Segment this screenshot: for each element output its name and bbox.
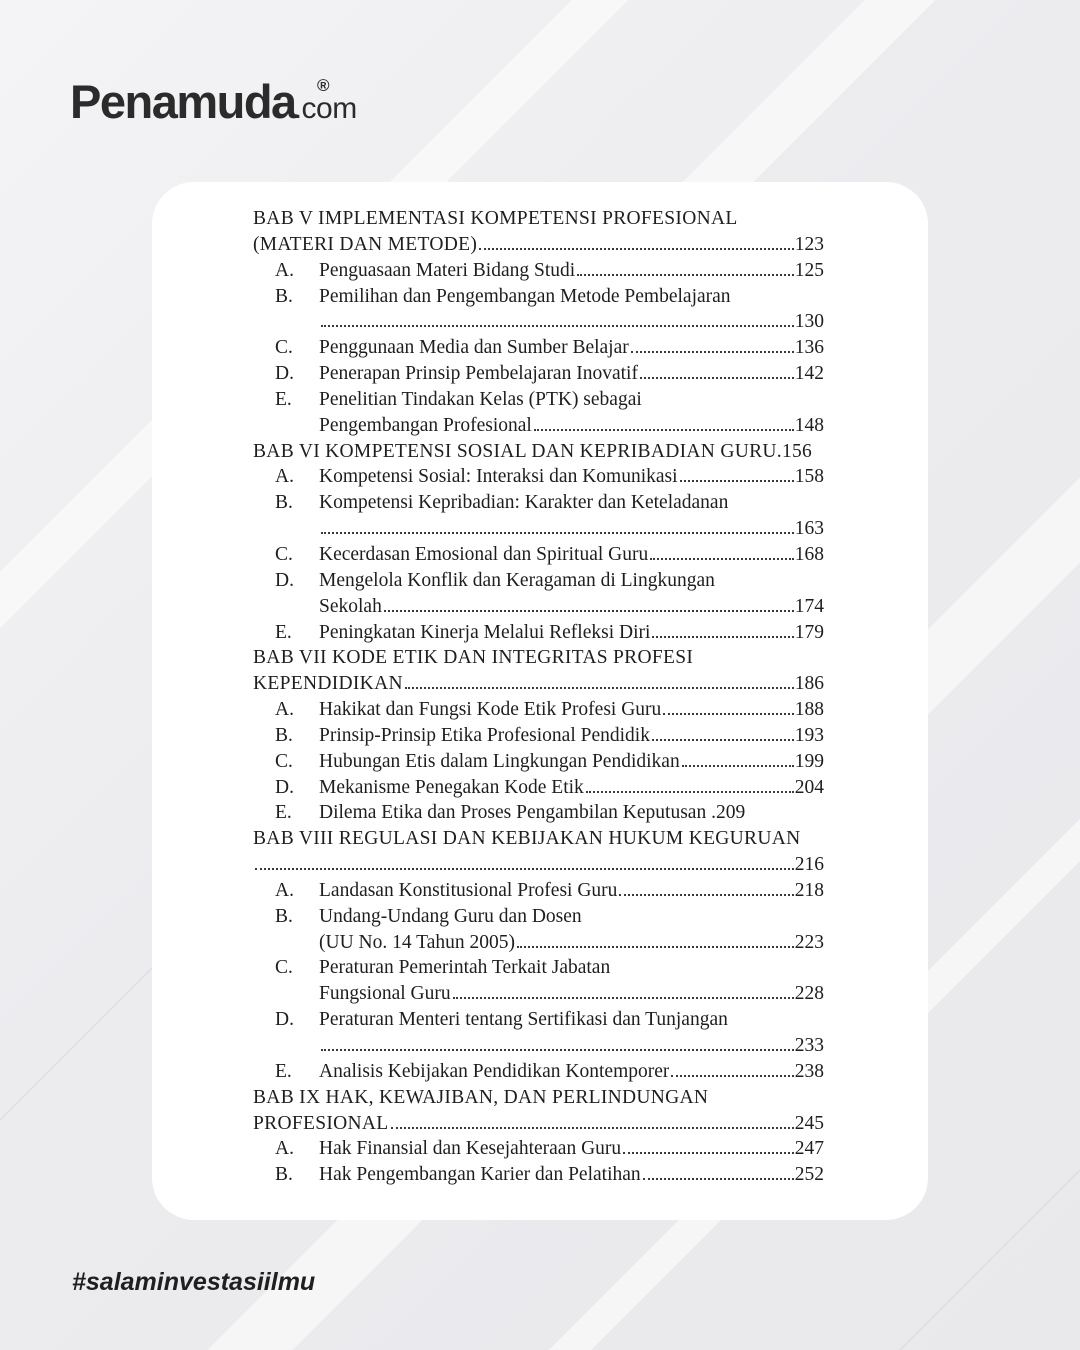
toc-text: Hak Pengembangan Karier dan Pelatihan — [319, 1164, 641, 1186]
toc-line-sub — [253, 542, 824, 568]
toc-text: Fungsional Guru — [319, 983, 451, 1005]
toc-text: Kompetensi Sosial: Interaksi dan Komunikasi — [319, 466, 678, 488]
toc-line-bab — [253, 826, 824, 852]
toc-page-number: 125 — [794, 259, 824, 281]
toc-line-sub — [253, 904, 824, 930]
toc-line-sub — [253, 387, 824, 413]
toc-text: Peraturan Pemerintah Terkait Jabatan — [319, 957, 611, 979]
toc-page-number: 199 — [794, 750, 824, 772]
toc-line-sub-cont — [253, 930, 824, 956]
toc-line-bab — [253, 645, 824, 671]
toc-line-bab-cont — [253, 232, 824, 258]
toc-line-sub — [253, 1136, 824, 1162]
toc-text: BAB VII KODE ETIK DAN INTEGRITAS PROFESI — [253, 647, 694, 669]
toc-letter: A. — [275, 879, 294, 901]
toc-leader-dots — [321, 325, 794, 327]
toc-text: Penggunaan Media dan Sumber Belajar — [319, 337, 629, 359]
toc-line-sub-cont — [253, 981, 824, 1007]
toc-line-sub — [253, 464, 824, 490]
toc-letter: C. — [275, 750, 293, 772]
toc-text: (UU No. 14 Tahun 2005) — [319, 931, 515, 953]
toc-page-number: 136 — [794, 337, 824, 359]
toc-line-sub — [253, 335, 824, 361]
toc-text: Kecerdasan Emosional dan Spiritual Guru — [319, 543, 649, 565]
toc-line-sub — [253, 800, 824, 826]
toc-line-sub — [253, 490, 824, 516]
toc-letter: B. — [275, 285, 293, 307]
toc-text: Peningkatan Kinerja Melalui Refleksi Diri — [319, 621, 651, 643]
toc-page-number: 174 — [794, 595, 824, 617]
toc-line-bab-cont — [253, 671, 824, 697]
toc-page-number: 179 — [794, 621, 824, 643]
toc-text: (MATERI DAN METODE) — [253, 233, 478, 255]
toc-page-number: 130 — [794, 311, 824, 333]
toc-line-sub — [253, 568, 824, 594]
toc-line-sub — [253, 749, 824, 775]
toc-line-sub — [253, 1007, 824, 1033]
toc-page-number: 193 — [794, 724, 824, 746]
toc-page-number: 218 — [794, 879, 824, 901]
toc-letter: D. — [275, 569, 294, 591]
toc-line-sub — [253, 1162, 824, 1188]
toc-letter: A. — [275, 699, 294, 721]
toc-page-number: 216 — [794, 854, 824, 876]
toc-text: Pengembangan Profesional — [319, 414, 532, 436]
toc-text: Undang-Undang Guru dan Dosen — [319, 905, 582, 927]
toc-text: Peraturan Menteri tentang Sertifikasi dan Tunjangan — [319, 1009, 728, 1031]
toc-leader-dots — [405, 687, 794, 689]
toc-leader-dots — [643, 1178, 794, 1180]
toc-page-number: 245 — [794, 1112, 824, 1134]
toc-text: Dilema Etika dan Proses Pengambilan Keputusan .209 — [319, 802, 746, 824]
brand-name: Penamuda — [70, 75, 296, 128]
toc-line-sub-cont — [253, 1033, 824, 1059]
toc-text: KEPENDIDIKAN — [253, 673, 403, 695]
toc-page-number: 238 — [794, 1060, 824, 1082]
toc-text: BAB V IMPLEMENTASI KOMPETENSI PROFESIONAL — [253, 208, 738, 229]
toc-letter: B. — [275, 1164, 293, 1186]
toc-page-number: 148 — [794, 414, 824, 436]
toc-letter: A. — [275, 1138, 294, 1160]
toc-page-number: 223 — [794, 931, 824, 953]
toc-text: Hakikat dan Fungsi Kode Etik Profesi Guru — [319, 699, 662, 721]
toc-leader-dots — [640, 377, 794, 379]
toc-page-number: 188 — [794, 699, 824, 721]
toc-line-sub-cont — [253, 413, 824, 439]
toc-page-number: 228 — [794, 983, 824, 1005]
toc-leader-dots — [682, 765, 794, 767]
toc-line-sub — [253, 1059, 824, 1085]
toc-line-sub — [253, 361, 824, 387]
toc-letter: E. — [275, 1060, 292, 1082]
toc-leader-dots — [391, 1127, 794, 1129]
toc-line-sub — [253, 723, 824, 749]
toc-leader-dots — [321, 532, 794, 534]
toc-text: PROFESIONAL — [253, 1112, 389, 1134]
toc-page-number: 158 — [794, 466, 824, 488]
toc-letter: D. — [275, 363, 294, 385]
toc-text: Landasan Konstitusional Profesi Guru — [319, 879, 618, 901]
toc-page-number: 186 — [794, 673, 824, 695]
toc-letter: A. — [275, 259, 294, 281]
toc-page-number: 247 — [794, 1138, 824, 1160]
toc-letter: C. — [275, 957, 293, 979]
toc-letter: B. — [275, 492, 293, 514]
toc-page-number: 142 — [794, 363, 824, 385]
toc-text: Prinsip-Prinsip Etika Profesional Pendidik — [319, 724, 650, 746]
toc-leader-dots — [321, 1049, 794, 1051]
toc-line-sub — [253, 620, 824, 646]
toc-line-bab — [253, 1085, 824, 1111]
toc-line-sub-cont — [253, 594, 824, 620]
toc-leader-dots — [479, 248, 794, 250]
toc-leader-dots — [652, 636, 793, 638]
toc-line-sub — [253, 258, 824, 284]
toc-leader-dots — [586, 791, 794, 793]
brand-logo — [70, 74, 359, 129]
toc-leader-dots — [255, 868, 794, 870]
toc-text: Penelitian Tindakan Kelas (PTK) sebagai — [319, 388, 642, 410]
toc-line-bab — [253, 206, 824, 232]
table-of-contents — [253, 206, 824, 1188]
toc-text: BAB VIII REGULASI DAN KEBIJAKAN HUKUM KEGURUAN — [253, 828, 801, 850]
toc-text: Pemilihan dan Pengembangan Metode Pembelajaran — [319, 285, 731, 307]
toc-text: Analisis Kebijakan Pendidikan Kontemporer — [319, 1060, 670, 1082]
toc-line-sub — [253, 955, 824, 981]
toc-letter: D. — [275, 1009, 294, 1031]
toc-page-number: 168 — [794, 543, 824, 565]
toc-leader-dots — [631, 351, 794, 353]
toc-text: BAB VI KOMPETENSI SOSIAL DAN KEPRIBADIAN GURU.156 — [253, 440, 813, 462]
toc-line-sub-cont — [253, 516, 824, 542]
toc-leader-dots — [671, 1075, 793, 1077]
toc-card — [152, 182, 928, 1220]
toc-line-bab — [253, 439, 824, 465]
toc-line-sub — [253, 775, 824, 801]
toc-text: Hak Finansial dan Kesejahteraan Guru — [319, 1138, 622, 1160]
brand-suffix: .com — [293, 92, 357, 125]
toc-text: BAB IX HAK, KEWAJIBAN, DAN PERLINDUNGAN — [253, 1086, 709, 1108]
hashtag: #salaminvestasiilmu — [72, 1268, 316, 1296]
toc-leader-dots — [652, 739, 794, 741]
toc-letter: D. — [275, 776, 294, 798]
toc-text: Sekolah — [319, 595, 382, 617]
toc-leader-dots — [650, 558, 794, 560]
toc-leader-dots — [453, 997, 794, 999]
toc-line-sub — [253, 878, 824, 904]
toc-letter: E. — [275, 388, 292, 410]
toc-line-bab-cont — [253, 1111, 824, 1137]
toc-text: Mekanisme Penegakan Kode Etik — [319, 776, 584, 798]
toc-letter: B. — [275, 724, 293, 746]
toc-page-number: 123 — [794, 233, 824, 255]
toc-line-sub-cont — [253, 309, 824, 335]
toc-page-number: 252 — [794, 1164, 824, 1186]
toc-letter: B. — [275, 905, 293, 927]
toc-page-number: 233 — [794, 1035, 824, 1056]
toc-page-number: 163 — [794, 518, 824, 540]
toc-leader-dots — [384, 610, 794, 612]
toc-line-bab-cont — [253, 852, 824, 878]
toc-leader-dots — [577, 274, 794, 276]
toc-text: Penerapan Prinsip Pembelajaran Inovatif — [319, 363, 638, 385]
toc-leader-dots — [534, 429, 794, 431]
toc-leader-dots — [517, 946, 794, 948]
toc-line-sub — [253, 697, 824, 723]
toc-text: Penguasaan Materi Bidang Studi — [319, 259, 576, 281]
toc-letter: E. — [275, 802, 292, 824]
toc-letter: C. — [275, 543, 293, 565]
toc-text: Hubungan Etis dalam Lingkungan Pendidikan — [319, 750, 680, 772]
toc-leader-dots — [623, 1152, 794, 1154]
toc-leader-dots — [619, 894, 793, 896]
toc-text: Kompetensi Kepribadian: Karakter dan Keteladanan — [319, 492, 729, 514]
toc-letter: E. — [275, 621, 292, 643]
toc-line-sub — [253, 284, 824, 310]
toc-letter: C. — [275, 337, 293, 359]
toc-text: Mengelola Konflik dan Keragaman di Lingkungan — [319, 569, 715, 591]
toc-letter: A. — [275, 466, 294, 488]
toc-page-number: 204 — [794, 776, 824, 798]
toc-leader-dots — [680, 480, 794, 482]
toc-leader-dots — [663, 713, 793, 715]
registered-mark: ® — [317, 76, 330, 95]
